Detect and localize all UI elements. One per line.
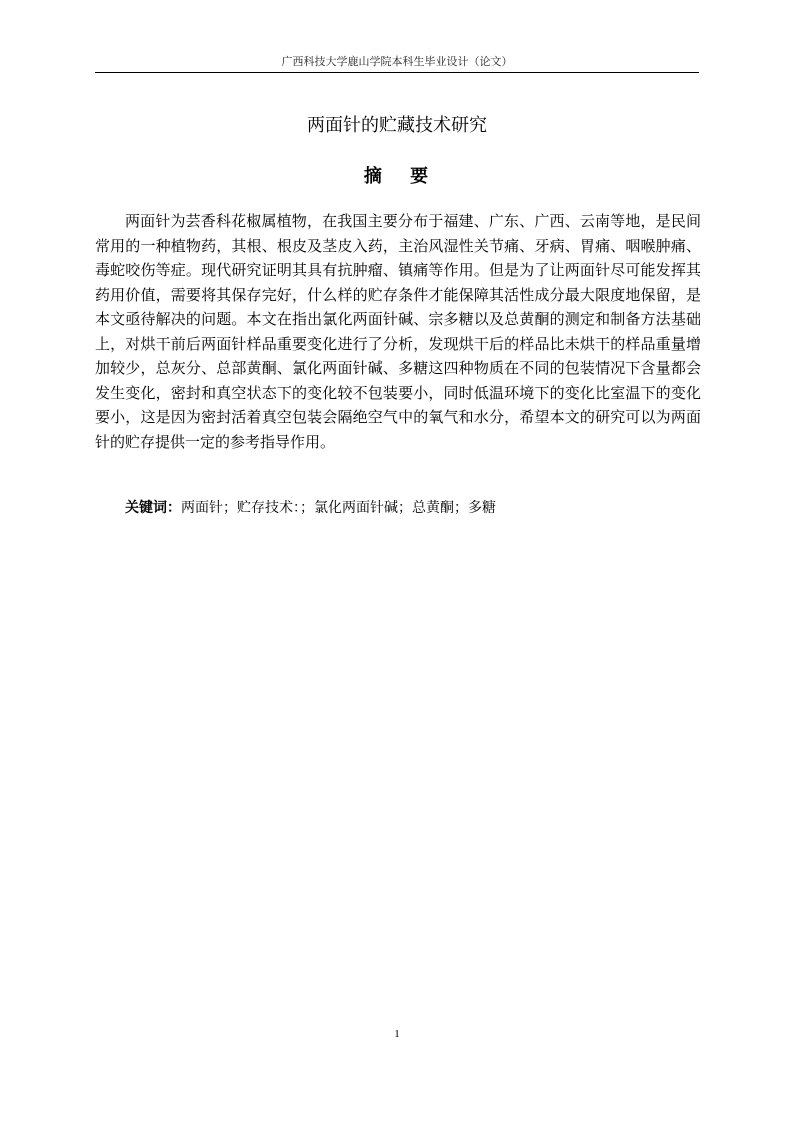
paper-title: 两面针的贮藏技术研究 <box>307 115 487 136</box>
abstract-body: 两面针为芸香科花椒属植物，在我国主要分布于福建、广东、广西、云南等地，是民间常用的一种植物药，其根、根皮及茎皮入药，主治风湿性关节痛、牙病、胃痛、咽喉肿痛、毒蛇咬伤等症。现代研究证明其具有抗肿瘤、镇痛等作用。但是为了让两面针尽可能发挥其药用价值，需要将其保存完好，什么样的贮存条件才能保障其活性成分最大限度地保留，是本文亟待解决的问题。本文在指出氯化两面针碱、宗多糖以及总黄酮的测定和制备方法基础上，对烘干前后两面针样品重要变化进行了分析，发现烘干后的样品比未烘干的样品重量增加较少，总灰分、总部黄酮、氯化两面针碱、多糖这四种物质在不同的包装情况下含量都会发生变化，密封和真空状态下的变化较不包装要小，同时低温环境下的变化比室温下的变化要小，这是因为密封活着真空包装会隔绝空气中的氧气和水分，希望本文的研究可以为两面针的贮存提供一定的参考指导作用。 <box>95 212 701 451</box>
page-number: 1 <box>394 1028 400 1040</box>
abstract-heading: 摘 要 <box>363 166 431 187</box>
running-header: 广西科技大学鹿山学院本科生毕业设计（论文） <box>281 55 513 68</box>
keywords-line <box>95 496 701 520</box>
keywords-label: 关键词： <box>125 500 181 516</box>
header-rule <box>95 72 699 73</box>
keywords-text: 两面针；贮存技术：；氯化两面针碱；总黄酮；多糖 <box>181 500 496 516</box>
